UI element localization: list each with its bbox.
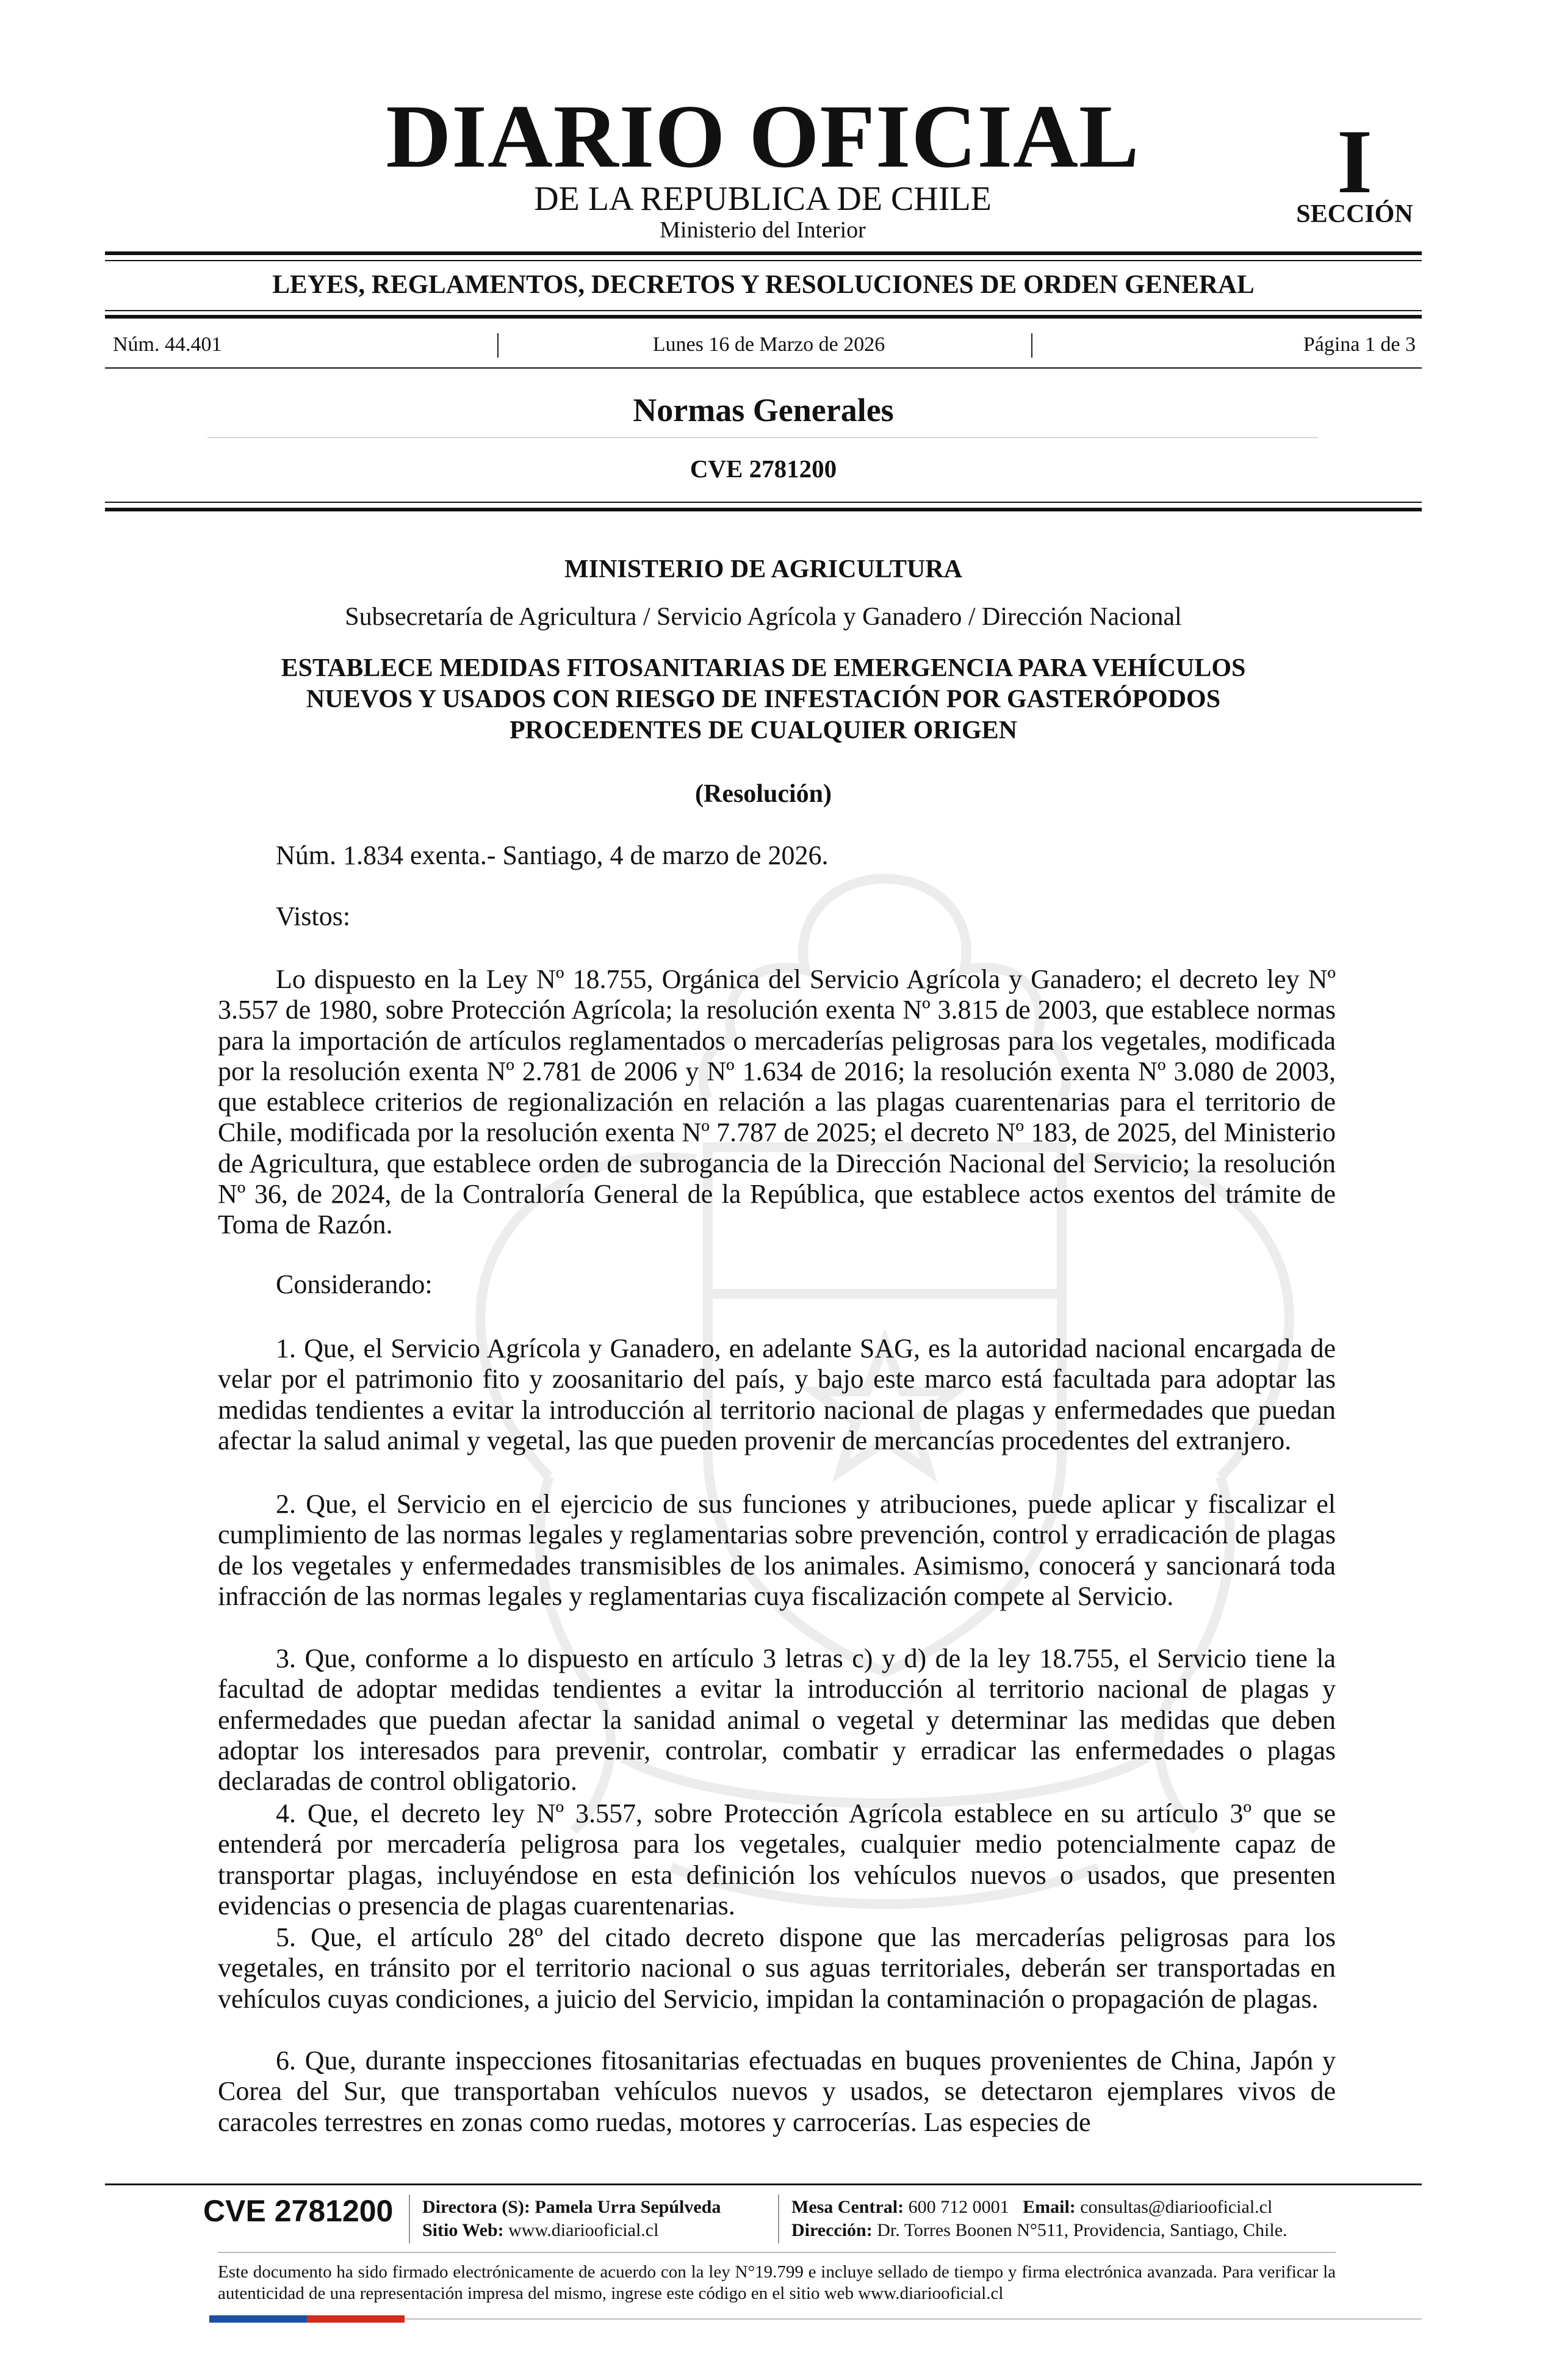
footer-separator bbox=[778, 2194, 779, 2243]
considerando-item: 4. Que, el decreto ley Nº 3.557, sobre Protección Agrícola establece en su artículo 3º que se entenderá por mercadería peligrosa para los vegetales, cualquier medio potencialmente capaz de transportar plagas, incluyéndose en esta definición los vehículos nuevos o usados, que presenten evidencias o presencia de plagas cuarentenarias. bbox=[218, 1798, 1336, 1920]
considerando-item: 5. Que, el artículo 28º del citado decreto dispone que las mercaderías peligrosas para los vegetales, en tránsito por el territorio nacional o sus aguas territoriales, deberán ser transportadas en vehículos cuyas condiciones, a juicio del Servicio, impidan la contaminación o propagación de plagas. bbox=[218, 1922, 1336, 2014]
info-rule bbox=[105, 367, 1422, 369]
header-rule-mid-thin bbox=[105, 310, 1422, 311]
footer-contact-left bbox=[422, 2196, 721, 2241]
section-label: SECCIÓN bbox=[1296, 200, 1413, 228]
header-rule-top bbox=[105, 251, 1422, 255]
legal-notice: Este documento ha sido firmado electrónicamente de acuerdo con la ley N°19.799 e incluye sellado de tiempo y firma electrónica avanzada. Para verificar la autenticidad de una representación impresa del mismo, ingrese este código en el sitio web www.diariooficial.cl bbox=[218, 2262, 1336, 2304]
email-link[interactable]: consultas@diariooficial.cl bbox=[1080, 2197, 1273, 2217]
director-label: Directora (S): bbox=[422, 2197, 530, 2217]
issuing-department: Subsecretaría de Agricultura / Servicio Agrícola y Ganadero / Dirección Nacional bbox=[345, 603, 1182, 631]
header-rule-top-thin bbox=[105, 260, 1422, 261]
footer-rule bbox=[105, 2183, 1422, 2185]
vistos-label: Vistos: bbox=[276, 901, 351, 931]
issuing-ministry: MINISTERIO DE AGRICULTURA bbox=[564, 555, 962, 583]
footer-bottom-rule bbox=[405, 2318, 1422, 2320]
considerando-item: 2. Que, el Servicio en el ejercicio de sus funciones y atribuciones, puede aplicar y fiscalizar el cumplimiento de las normas legales y reglamentarias sobre prevención, control y erradicación de plagas de los vegetales y enfermedades transmisibles de los animales. Asimismo, conocerá y sancionará toda infracción de las normas legales y reglamentarias cuya fiscalización compete al Servicio. bbox=[218, 1489, 1336, 1611]
section-number: I bbox=[1336, 111, 1373, 212]
resolution-number: Núm. 1.834 exenta.- Santiago, 4 de marzo de 2026. bbox=[276, 840, 829, 870]
section-heading-rule bbox=[207, 437, 1318, 438]
footer-contact-right bbox=[791, 2196, 1288, 2241]
footer-separator bbox=[409, 2194, 410, 2243]
director-name: Pamela Urra Sepúlveda bbox=[535, 2197, 721, 2217]
section-heading: Normas Generales bbox=[633, 392, 894, 428]
resolution-title bbox=[105, 653, 1422, 747]
cve-code-top: CVE 2781200 bbox=[690, 455, 837, 483]
resolution-title-line: NUEVOS Y USADOS CON RIESGO DE INFESTACIÓN POR GASTERÓPODOS bbox=[306, 685, 1221, 714]
considerando-item: 3. Que, conforme a lo dispuesto en artículo 3 letras c) y d) de la ley 18.755, el Servicio tiene la facultad de adoptar medidas tendientes a evitar la introducción al territorio nacional de plagas y enfermedades que puedan afectar la sanidad animal o vegetal y determinar las medidas que deben adoptar los interesados para prevenir, controlar, combatir y erradicar las enfermedades o plagas declaradas de control obligatorio. bbox=[218, 1643, 1336, 1797]
resolution-title-line: ESTABLECE MEDIDAS FITOSANITARIAS DE EMERGENCIA PARA VEHÍCULOS bbox=[281, 654, 1246, 682]
info-separator bbox=[1031, 333, 1032, 358]
body-rule bbox=[105, 508, 1422, 511]
cve-code-footer: CVE 2781200 bbox=[203, 2194, 394, 2228]
header-rule-mid bbox=[105, 315, 1422, 319]
email-label: Email: bbox=[1023, 2197, 1076, 2217]
phone-number: 600 712 0001 bbox=[908, 2197, 1009, 2217]
address-text: Dr. Torres Boonen N°511, Providencia, Santiago, Chile. bbox=[877, 2220, 1288, 2240]
resolution-title-line: PROCEDENTES DE CUALQUIER ORIGEN bbox=[510, 716, 1017, 745]
body-rule-thin bbox=[105, 502, 1422, 503]
footer-rule-secondary bbox=[218, 2252, 1336, 2253]
flag-stripe-red bbox=[307, 2315, 405, 2323]
considerando-label: Considerando: bbox=[276, 1269, 433, 1299]
ministry-label: Ministerio del Interior bbox=[660, 217, 866, 243]
considerando-item: 1. Que, el Servicio Agrícola y Ganadero, en adelante SAG, es la autoridad nacional encargada de velar por el patrimonio fito y zoosanitario del país, y bajo este marco está facultada para adoptar las medidas tendientes a evitar la introducción al territorio nacional de plagas y enfermedades que puedan afectar la salud animal y vegetal, las que pueden provenir de mercancías procedentes del extranjero. bbox=[218, 1333, 1336, 1455]
newspaper-subtitle: DE LA REPUBLICA DE CHILE bbox=[534, 180, 992, 218]
document-type: (Resolución) bbox=[695, 780, 832, 808]
info-separator bbox=[497, 333, 499, 358]
newspaper-title: DIARIO OFICIAL bbox=[386, 87, 1140, 187]
flag-stripe-blue bbox=[209, 2315, 307, 2323]
vistos-paragraph: Lo dispuesto en la Ley Nº 18.755, Orgánica del Servicio Agrícola y Ganadero; el decreto ley Nº 3.557 de 1980, sobre Protección Agrícola; la resolución exenta Nº 3.815 de 2003, que establece normas para la importación de artículos reglamentados o mercaderías peligrosas para los vegetales, modificada por la resolución exenta Nº 2.781 de 2006 y Nº 1.634 de 2016; la resolución exenta Nº 3.080 de 2003, que establece criterios de regionalización en relación a las plagas cuarentenarias para el territorio de Chile, modificada por la resolución exenta Nº 7.787 de 2025; el decreto Nº 183, de 2025, del Ministerio de Agricultura, que establece orden de subrogancia de la Dirección Nacional del Servicio; la resolución Nº 36, de 2024, de la Contraloría General de la República, que establece actos exentos del trámite de Toma de Razón. bbox=[218, 964, 1336, 1240]
address-label: Dirección: bbox=[791, 2220, 873, 2240]
website-label: Sitio Web: bbox=[422, 2220, 504, 2240]
issue-date: Lunes 16 de Marzo de 2026 bbox=[652, 333, 885, 356]
considerando-item: 6. Que, durante inspecciones fitosanitarias efectuadas en buques provenientes de China, Japón y Corea del Sur, que transportaban vehículos nuevos y usados, se detectaron ejemplares vivos de caracoles terrestres en zonas como ruedas, motores y carrocerías. Las especies de bbox=[218, 2046, 1336, 2137]
section-band-title: LEYES, REGLAMENTOS, DECRETOS Y RESOLUCIONES DE ORDEN GENERAL bbox=[272, 270, 1255, 299]
website-link[interactable]: www.diariooficial.cl bbox=[508, 2220, 659, 2240]
phone-label: Mesa Central: bbox=[791, 2197, 904, 2217]
issue-number: Núm. 44.401 bbox=[113, 333, 222, 356]
page-indicator: Página 1 de 3 bbox=[1303, 333, 1416, 356]
